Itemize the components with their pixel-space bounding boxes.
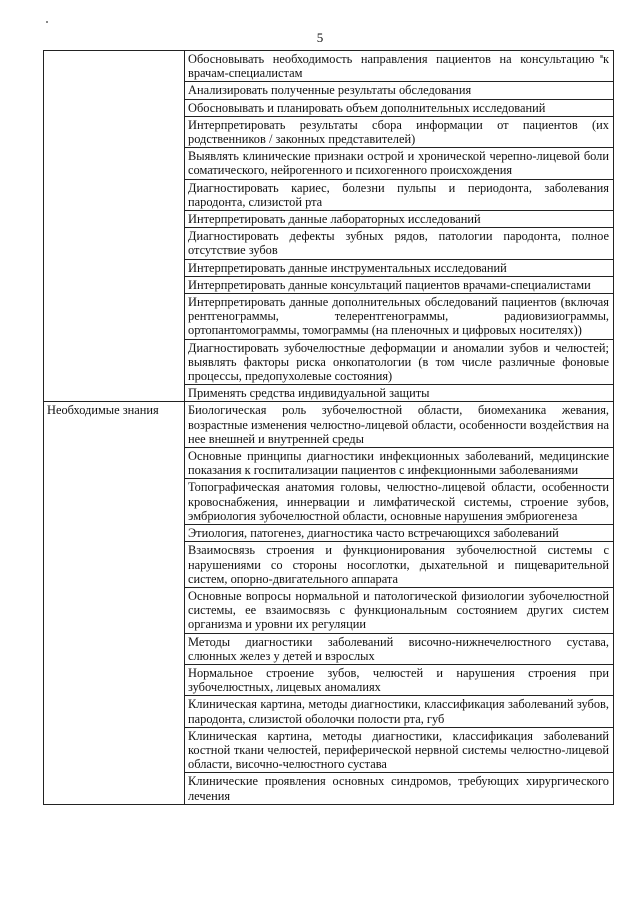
requirement-cell: Этиология, патогенез, диагностика часто встречающихся заболеваний: [185, 525, 614, 542]
requirement-cell: Топографическая анатомия головы, челюстно-лицевой области, особенности кровоснабжения, иннервации и лимфатической системы, строение зубов, эмбриология зубочелюстной области, основные нарушения эмбриогенеза: [185, 479, 614, 525]
competency-table: [43, 50, 614, 805]
requirement-cell: Биологическая роль зубочелюстной области, биомеханика жевания, возрастные изменения челюстно-лицевой области, особенности воздействия на нее внешней и внутренней среды: [185, 402, 614, 448]
requirement-cell: Методы диагностики заболеваний височно-нижнечелюстного сустава, слюнных желез у детей и взрослых: [185, 633, 614, 664]
requirement-cell: Клиническая картина, методы диагностики, классификация заболеваний зубов, пародонта, слизистой оболочки полости рта, губ: [185, 696, 614, 727]
section-label: [44, 51, 185, 402]
requirement-cell: Интерпретировать данные консультаций пациентов врачами-специалистами: [185, 276, 614, 293]
scan-mark-left: [46, 21, 48, 23]
section-label: Необходимые знания: [44, 402, 185, 804]
requirement-cell: Клинические проявления основных синдромов, требующих хирургического лечения: [185, 773, 614, 804]
requirement-cell: Интерпретировать данные инструментальных исследований: [185, 259, 614, 276]
requirement-cell: Диагностировать дефекты зубных рядов, патологии пародонта, полное отсутствие зубов: [185, 228, 614, 259]
requirement-cell: Клиническая картина, методы диагностики, классификация заболеваний костной ткани челюстей, периферической нервной системы челюстно-лицевой области, височно-челюстного сустава: [185, 727, 614, 773]
requirement-cell: Интерпретировать данные лабораторных исследований: [185, 211, 614, 228]
table-body: [44, 51, 614, 805]
requirement-cell: Основные принципы диагностики инфекционных заболеваний, медицинские показания к госпитализации пациентов с инфекционными заболеваниями: [185, 448, 614, 479]
requirement-cell: Интерпретировать данные дополнительных обследований пациентов (включая рентгенограммы, телерентгенограммы, радиовизиограммы, ортопантомограммы, томограммы (на пленочных и цифровых носителях)): [185, 294, 614, 340]
requirement-cell: Применять средства индивидуальной защиты: [185, 385, 614, 402]
requirement-cell: Выявлять клинические признаки острой и хронической черепно-лицевой боли соматического, нейрогенного и психогенного происхождения: [185, 148, 614, 179]
requirement-cell: Основные вопросы нормальной и патологической физиологии зубочелюстной системы, ее взаимосвязь с функциональным состоянием других систем организма и уровни их регуляции: [185, 587, 614, 633]
requirement-cell: Обосновывать и планировать объем дополнительных исследований: [185, 99, 614, 116]
requirement-cell: Нормальное строение зубов, челюстей и нарушения строения при зубочелюстных, лицевых аномалиях: [185, 664, 614, 695]
requirement-cell: Взаимосвязь строения и функционирования зубочелюстной системы с нарушениями со стороны носоглотки, дыхательной и пищеварительной систем, опорно-двигательного аппарата: [185, 542, 614, 588]
requirement-cell: Обосновывать необходимость направления пациентов на консультацию к врачам-специалистам: [185, 51, 614, 82]
page-number: 5: [316, 30, 324, 45]
table-row: [44, 51, 614, 82]
requirement-cell: Анализировать полученные результаты обследования: [185, 82, 614, 99]
requirement-cell: Диагностировать кариес, болезни пульпы и периодонта, заболевания пародонта, слизистой рта: [185, 179, 614, 210]
table-row: [44, 402, 614, 448]
requirement-cell: Интерпретировать результаты сбора информации от пациентов (их родственников / законных представителей): [185, 116, 614, 147]
requirement-cell: Диагностировать зубочелюстные деформации и аномалии зубов и челюстей; выявлять факторы риска онкопатологии (в том числе различные фоновые процессы, предопухолевые состояния): [185, 339, 614, 385]
